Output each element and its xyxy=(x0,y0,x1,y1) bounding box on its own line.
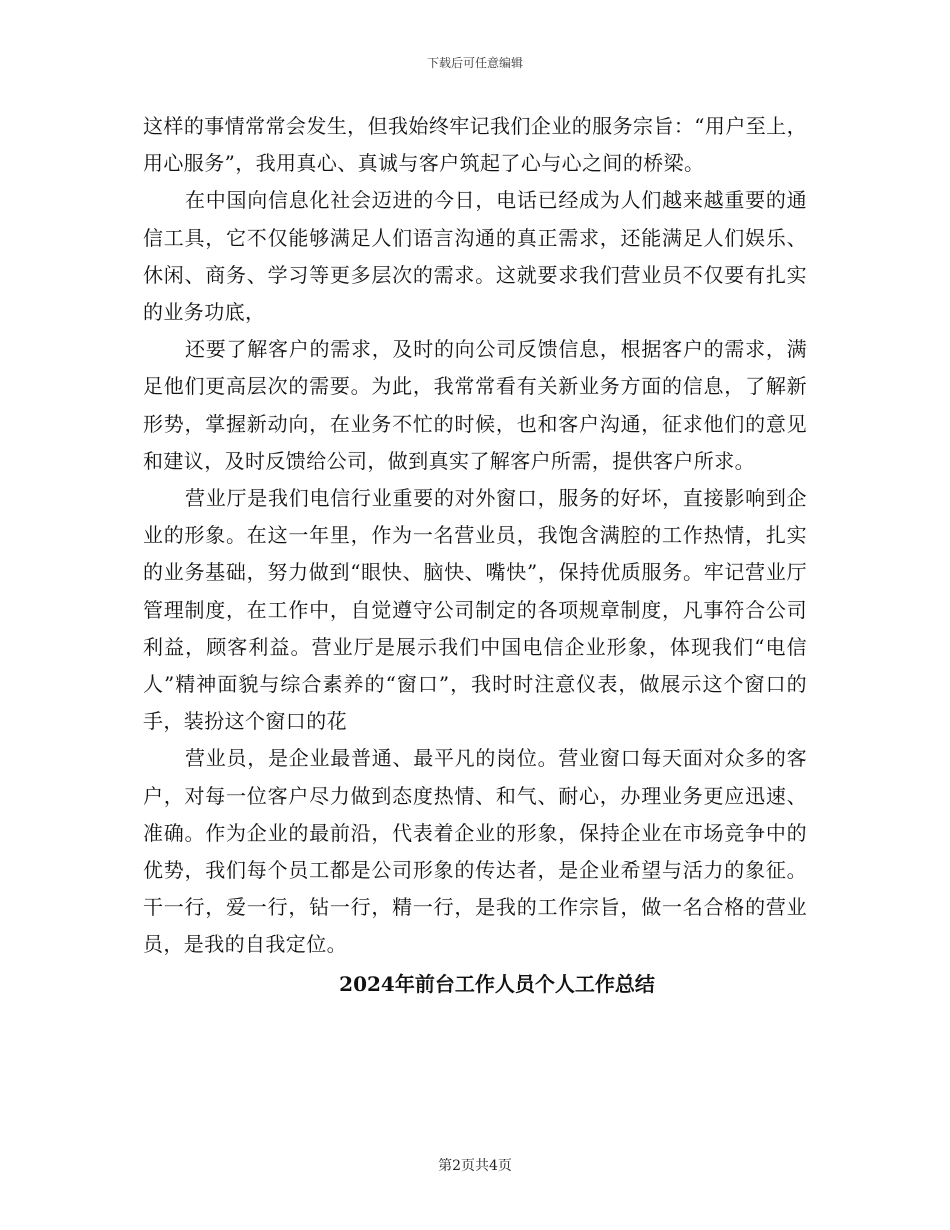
page-header: 下载后可任意编辑 xyxy=(426,56,523,70)
paragraph: 在中国向信息化社会迈进的今日，电话已经成为人们越来越重要的通信工具，它不仅能够满足人们语言沟通的真正需求，还能满足人们娱乐、休闲、商务、学习等更多层次的需求。这就要求我们营业员不仅要有扎实的业务功底， xyxy=(143,188,807,325)
section-title: 2024年前台工作人员个人工作总结 xyxy=(339,971,655,996)
paragraph: 营业厅是我们电信行业重要的对外窗口，服务的好坏，直接影响到企业的形象。在这一年里，作为一名营业员，我饱含满腔的工作热情，扎实的业务基础，努力做到“眼快、脑快、嘴快”，保持优质服务。牢记营业厅管理制度，在工作中，自觉遵守公司制定的各项规章制度，凡事符合公司利益，顾客利益。营业厅是展示我们中国电信企业形象，体现我们“电信人”精神面貌与综合素养的“窗口”，我时时注意仪表，做展示这个窗口的手，装扮这个窗口的花 xyxy=(143,486,807,734)
paragraph: 营业员，是企业最普通、最平凡的岗位。营业窗口每天面对众多的客户，对每一位客户尽力做到态度热情、和气、耐心，办理业务更应迅速、准确。作为企业的最前沿，代表着企业的形象，保持企业在市场竞争中的优势，我们每个员工都是公司形象的传达者，是企业希望与活力的象征。干一行，爱一行，钻一行，精一行，是我的工作宗旨，做一名合格的营业员，是我的自我定位。 xyxy=(143,746,807,957)
document-body xyxy=(143,108,807,1003)
paragraph: 还要了解客户的需求，及时的向公司反馈信息，根据客户的需求，满足他们更高层次的需要。为此，我常常看有关新业务方面的信息，了解新形势，掌握新动向，在业务不忙的时候，也和客户沟通，征求他们的意见和建议，及时反馈给公司，做到真实了解客户所需，提供客户所求。 xyxy=(143,337,807,473)
page-footer: 第2页共4页 xyxy=(438,1158,512,1174)
paragraph-continued: 这样的事情常常会发生，但我始终牢记我们企业的服务宗旨：“用户至上，用心服务”，我用真心、真诚与客户筑起了心与心之间的桥梁。 xyxy=(143,114,807,176)
